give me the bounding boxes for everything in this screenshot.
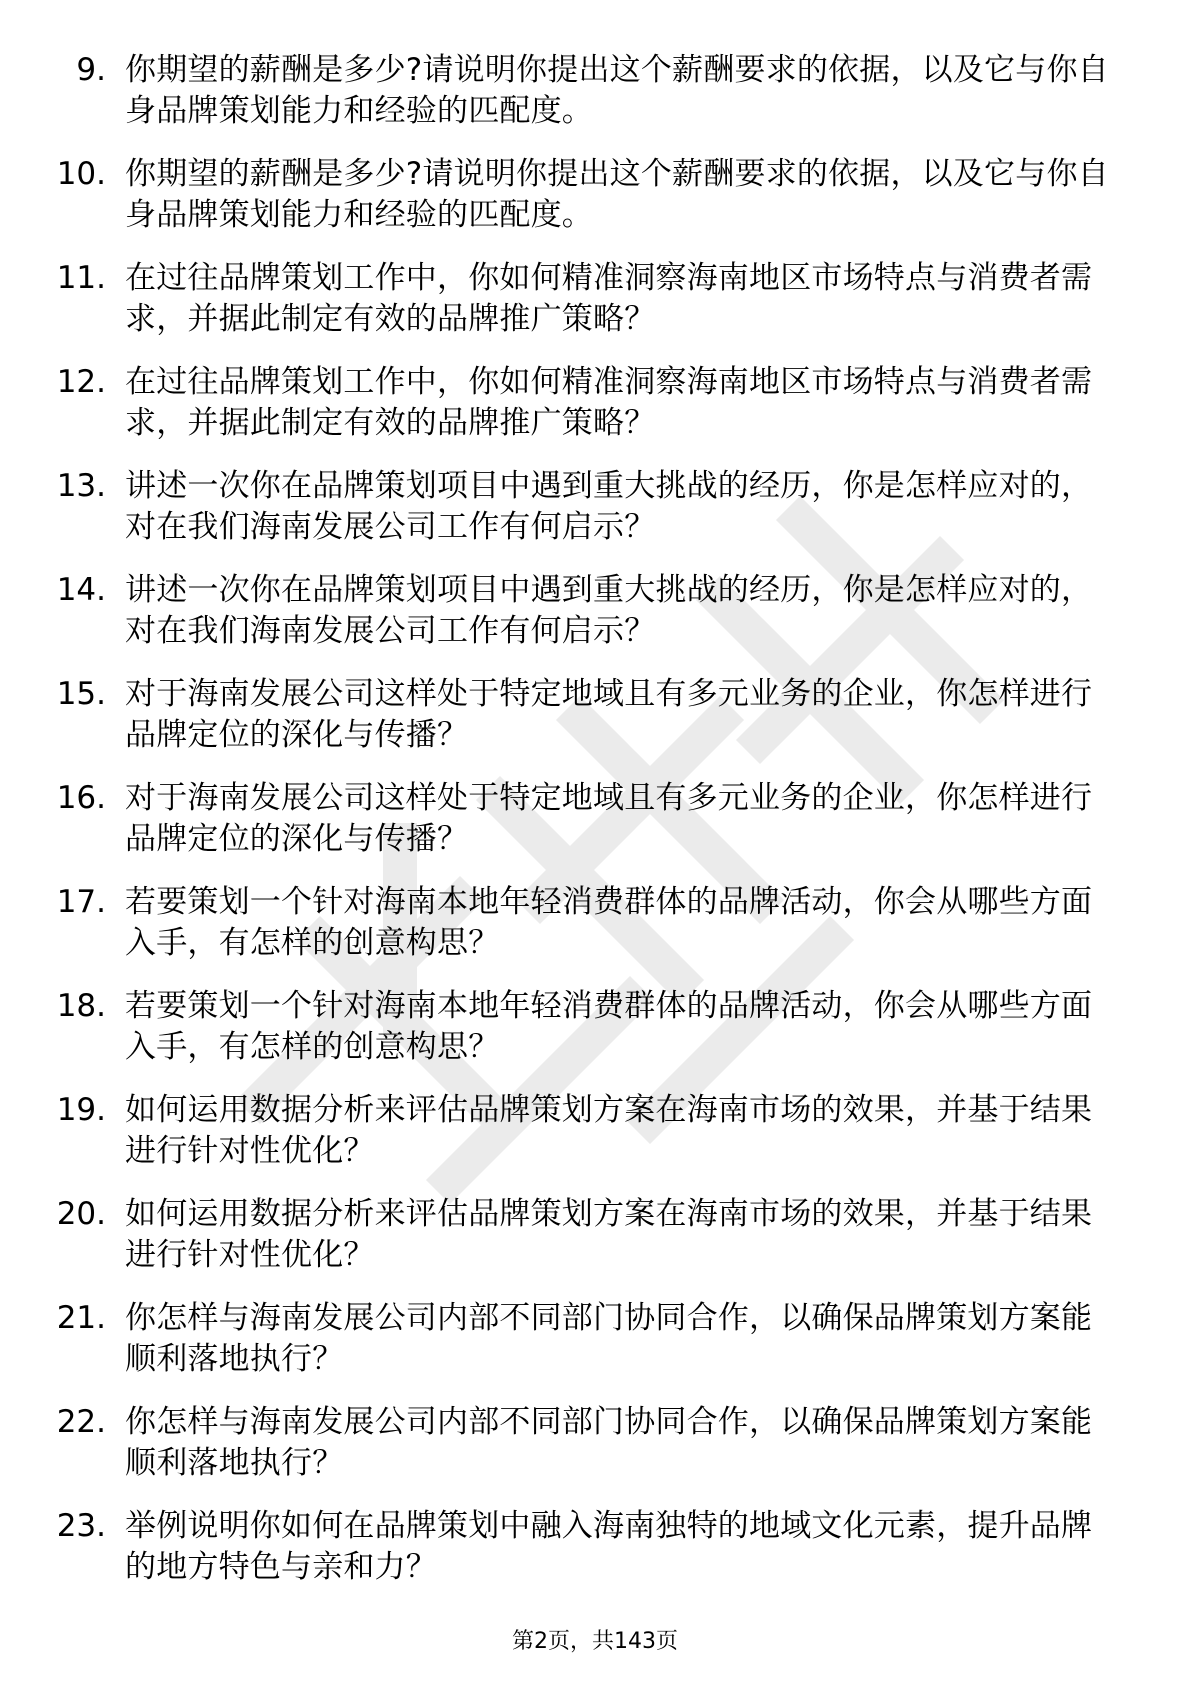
list-item [0,1402,1190,1506]
question-text: 若要策划一个针对海南本地年轻消费群体的品牌活动，你会从哪些方面入手，有怎样的创意构思？ [125,988,1093,1065]
list-item [0,1506,1190,1610]
list-item [0,50,1190,154]
question-number: 18. [56,988,106,1024]
list-item [0,778,1190,882]
question-text: 如何运用数据分析来评估品牌策划方案在海南市场的效果，并基于结果进行针对性优化？ [125,1092,1093,1169]
question-number: 15. [56,676,106,712]
list-item [0,674,1190,778]
question-number: 11. [56,260,106,296]
question-number: 9. [76,52,106,88]
question-text: 你期望的薪酬是多少?请说明你提出这个薪酬要求的依据，以及它与你自身品牌策划能力和经验的匹配度。 [125,156,1109,233]
question-text: 在过往品牌策划工作中，你如何精准洞察海南地区市场特点与消费者需求，并据此制定有效的品牌推广策略？ [125,364,1093,441]
question-number: 23. [56,1508,106,1544]
question-text: 你期望的薪酬是多少?请说明你提出这个薪酬要求的依据，以及它与你自身品牌策划能力和经验的匹配度。 [125,52,1109,129]
question-text: 在过往品牌策划工作中，你如何精准洞察海南地区市场特点与消费者需求，并据此制定有效的品牌推广策略？ [125,260,1093,337]
question-number: 12. [56,364,106,400]
list-item [0,1298,1190,1402]
question-number: 10. [56,156,106,192]
question-number: 17. [56,884,106,920]
question-number: 14. [56,572,106,608]
list-item [0,1090,1190,1194]
question-text: 对于海南发展公司这样处于特定地域且有多元业务的企业，你怎样进行品牌定位的深化与传播？ [125,676,1093,753]
question-text: 你怎样与海南发展公司内部不同部门协同合作，以确保品牌策划方案能顺利落地执行？ [125,1300,1093,1377]
question-text: 讲述一次你在品牌策划项目中遇到重大挑战的经历，你是怎样应对的，对在我们海南发展公司工作有何启示？ [125,572,1093,649]
question-text: 你怎样与海南发展公司内部不同部门协同合作，以确保品牌策划方案能顺利落地执行？ [125,1404,1093,1481]
question-number: 20. [56,1196,106,1232]
list-item [0,154,1190,258]
question-text: 对于海南发展公司这样处于特定地域且有多元业务的企业，你怎样进行品牌定位的深化与传播？ [125,780,1093,857]
list-item [0,986,1190,1090]
question-number: 21. [56,1300,106,1336]
list-item [0,1194,1190,1298]
question-text: 如何运用数据分析来评估品牌策划方案在海南市场的效果，并基于结果进行针对性优化？ [125,1196,1093,1273]
list-item [0,570,1190,674]
list-item [0,362,1190,466]
list-item [0,466,1190,570]
question-text: 若要策划一个针对海南本地年轻消费群体的品牌活动，你会从哪些方面入手，有怎样的创意构思？ [125,884,1093,961]
list-item [0,258,1190,362]
question-number: 16. [56,780,106,816]
question-list [0,50,1190,1610]
question-number: 19. [56,1092,106,1128]
question-number: 13. [56,468,106,504]
page-footer: 第2页，共143页 [512,1629,678,1654]
question-number: 22. [56,1404,106,1440]
list-item [0,882,1190,986]
question-text: 举例说明你如何在品牌策划中融入海南独特的地域文化元素，提升品牌的地方特色与亲和力？ [125,1508,1093,1585]
question-text: 讲述一次你在品牌策划项目中遇到重大挑战的经历，你是怎样应对的，对在我们海南发展公司工作有何启示？ [125,468,1093,545]
